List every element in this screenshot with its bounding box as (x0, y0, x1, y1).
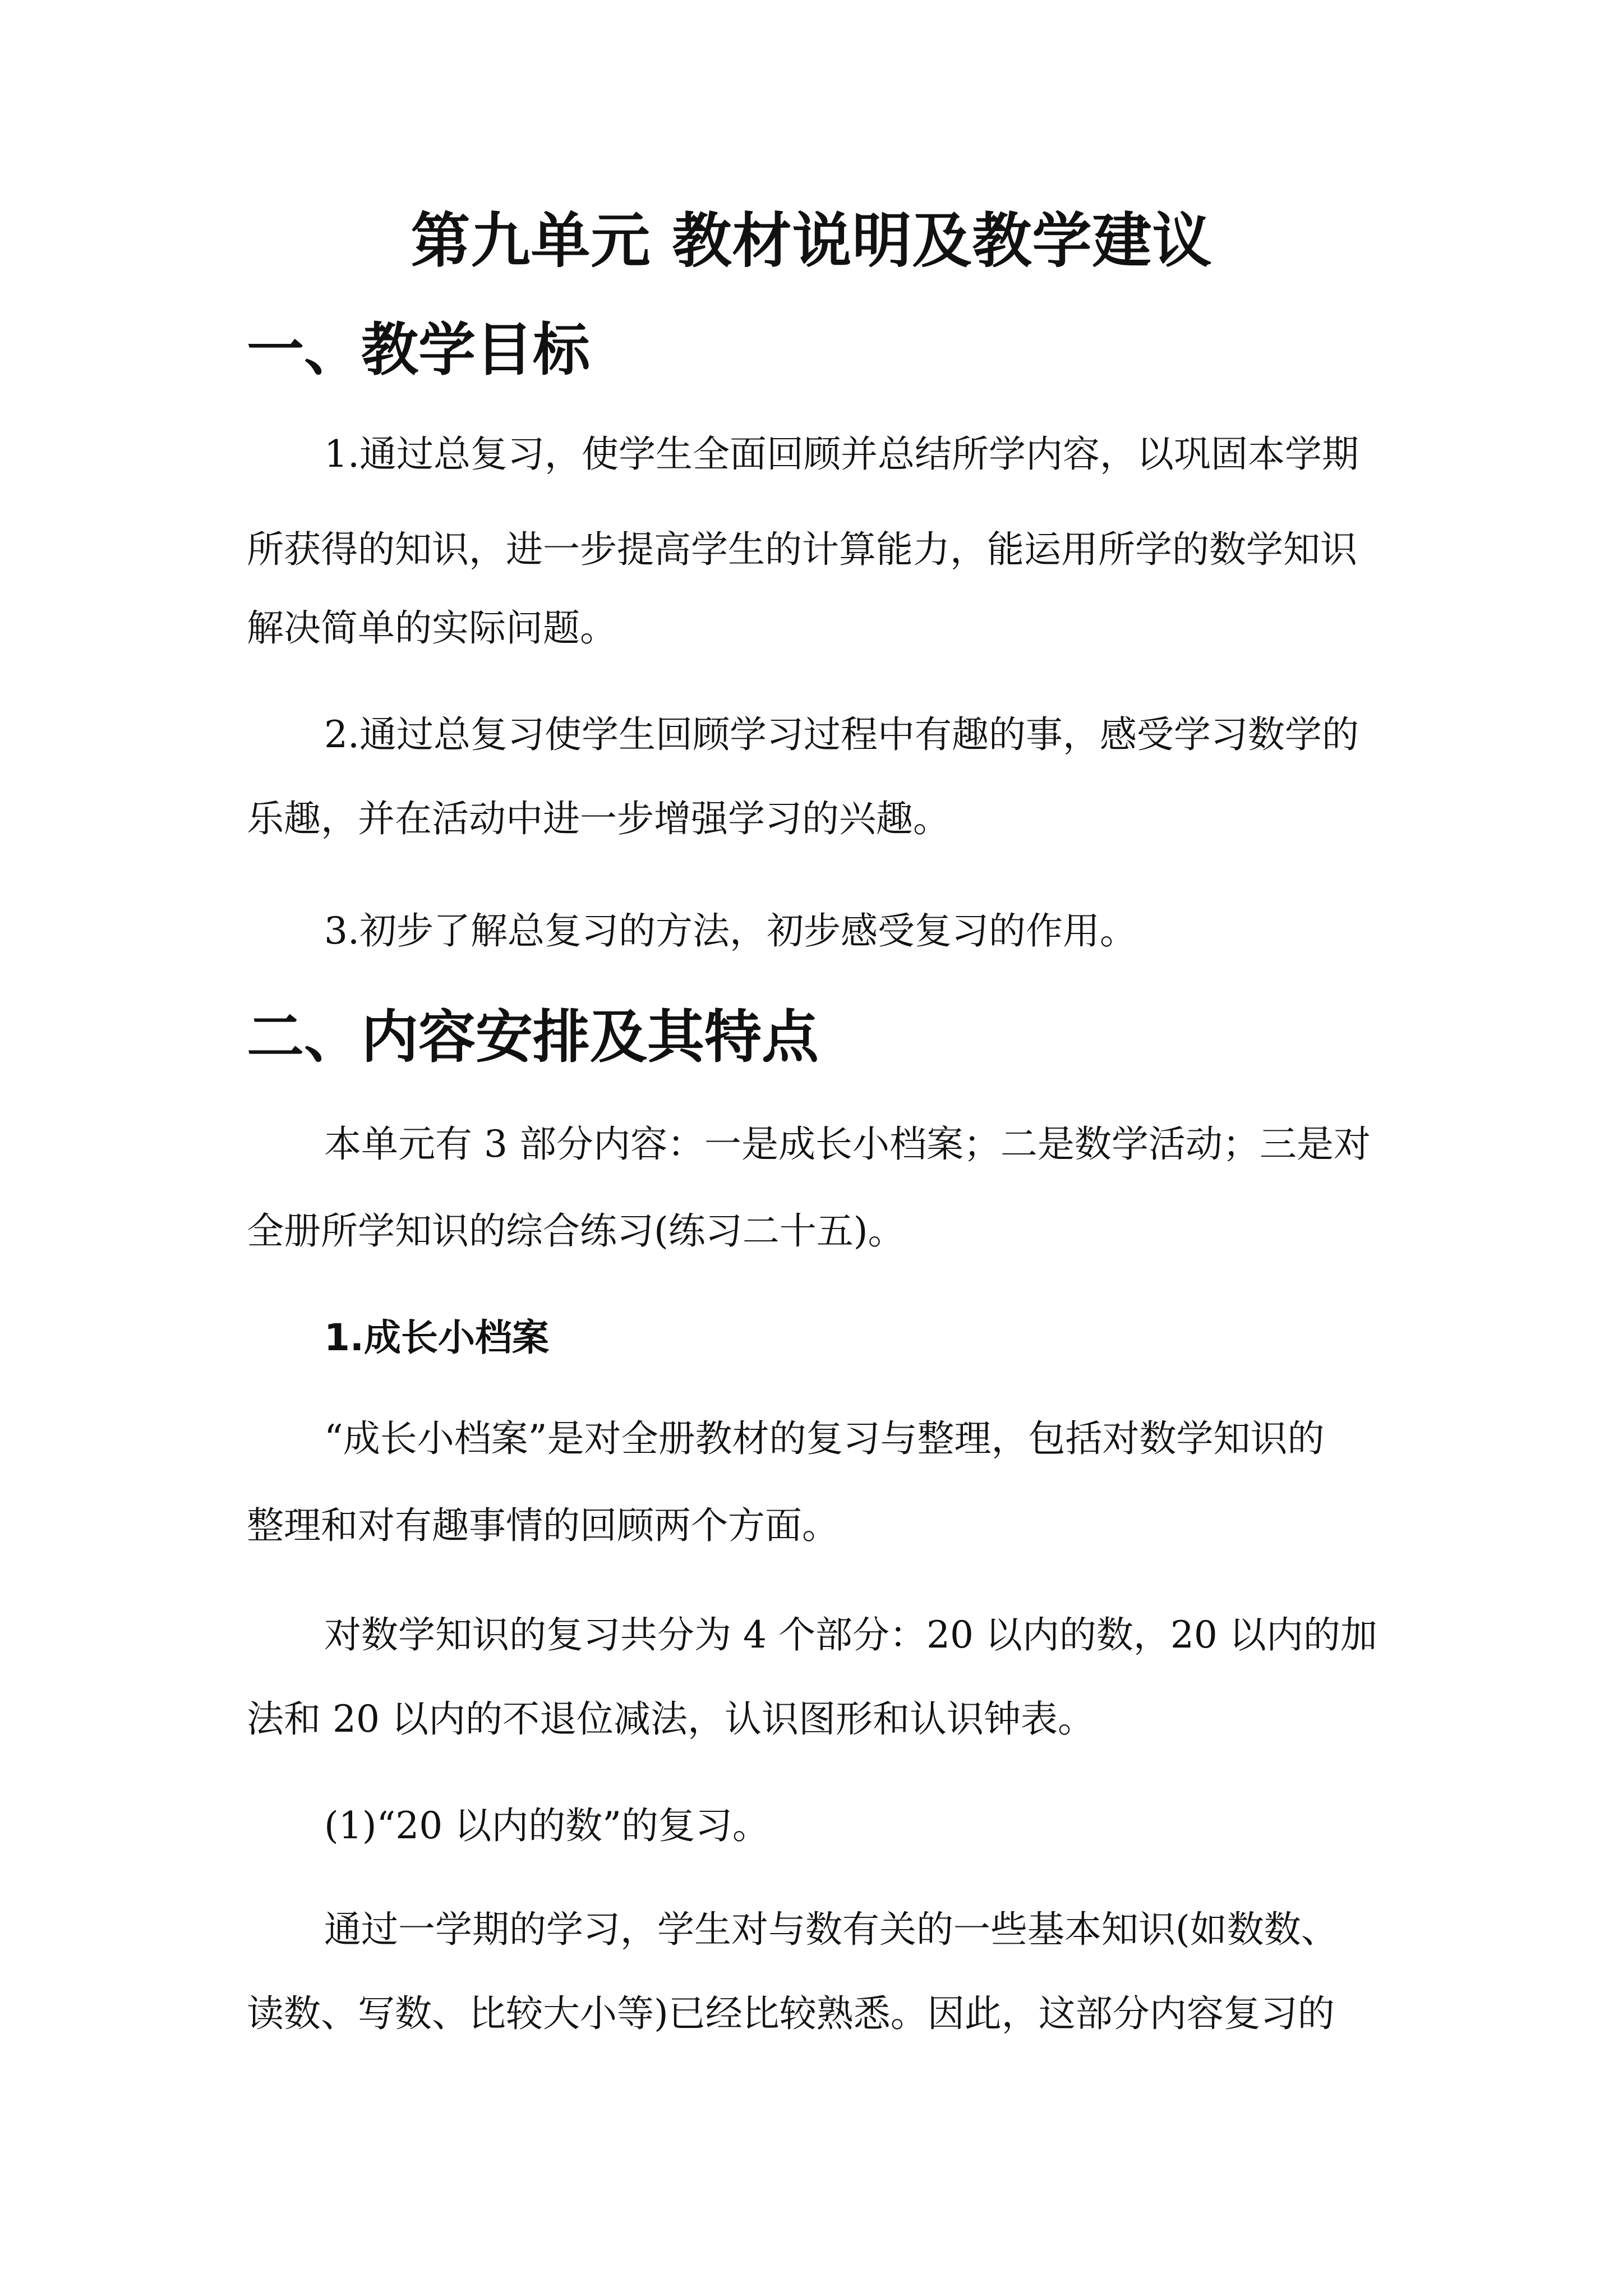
section-heading-teaching-goals: 一、教学目标 (247, 317, 590, 384)
subsection-heading: 1.成长小档案 (324, 1316, 549, 1359)
paragraph-line: 1.通过总复习，使学生全面回顾并总结所学内容，以巩固本学期 (324, 432, 1359, 476)
paragraph-line: 法和 20 以内的不退位减法，认识图形和认识钟表。 (247, 1697, 1095, 1741)
paragraph-line: 所获得的知识，进一步提高学生的计算能力，能运用所学的数学知识 (247, 528, 1357, 571)
paragraph-line: 整理和对有趣事情的回顾两个方面。 (247, 1504, 839, 1547)
paragraph-line: 读数、写数、比较大小等)已经比较熟悉。因此，这部分内容复习的 (247, 1992, 1335, 2035)
paragraph-line: 乐趣，并在活动中进一步增强学习的兴趣。 (247, 797, 950, 840)
paragraph-line: 解决简单的实际问题。 (247, 606, 617, 650)
page-title: 第九单元 教材说明及教学建议 (411, 206, 1212, 275)
paragraph-line: 3.初步了解总复习的方法，初步感受复习的作用。 (324, 909, 1137, 953)
paragraph-line: “成长小档案”是对全册教材的复习与整理，包括对数学知识的 (324, 1417, 1325, 1460)
section-heading-content-arrangement: 二、内容安排及其特点 (247, 1004, 819, 1071)
paragraph-line: 2.通过总复习使学生回顾学习过程中有趣的事，感受学习数学的 (324, 713, 1359, 756)
paragraph-line: 对数学知识的复习共分为 4 个部分：20 以内的数，20 以内的加 (324, 1613, 1377, 1657)
paragraph-line: 通过一学期的学习，学生对与数有关的一些基本知识(如数数、 (324, 1908, 1338, 1951)
paragraph-line: (1)“20 以内的数”的复习。 (324, 1804, 769, 1847)
paragraph-line: 全册所学知识的综合练习(练习二十五)。 (247, 1209, 905, 1253)
paragraph-line: 本单元有 3 部分内容：一是成长小档案；二是数学活动；三是对 (324, 1122, 1371, 1166)
